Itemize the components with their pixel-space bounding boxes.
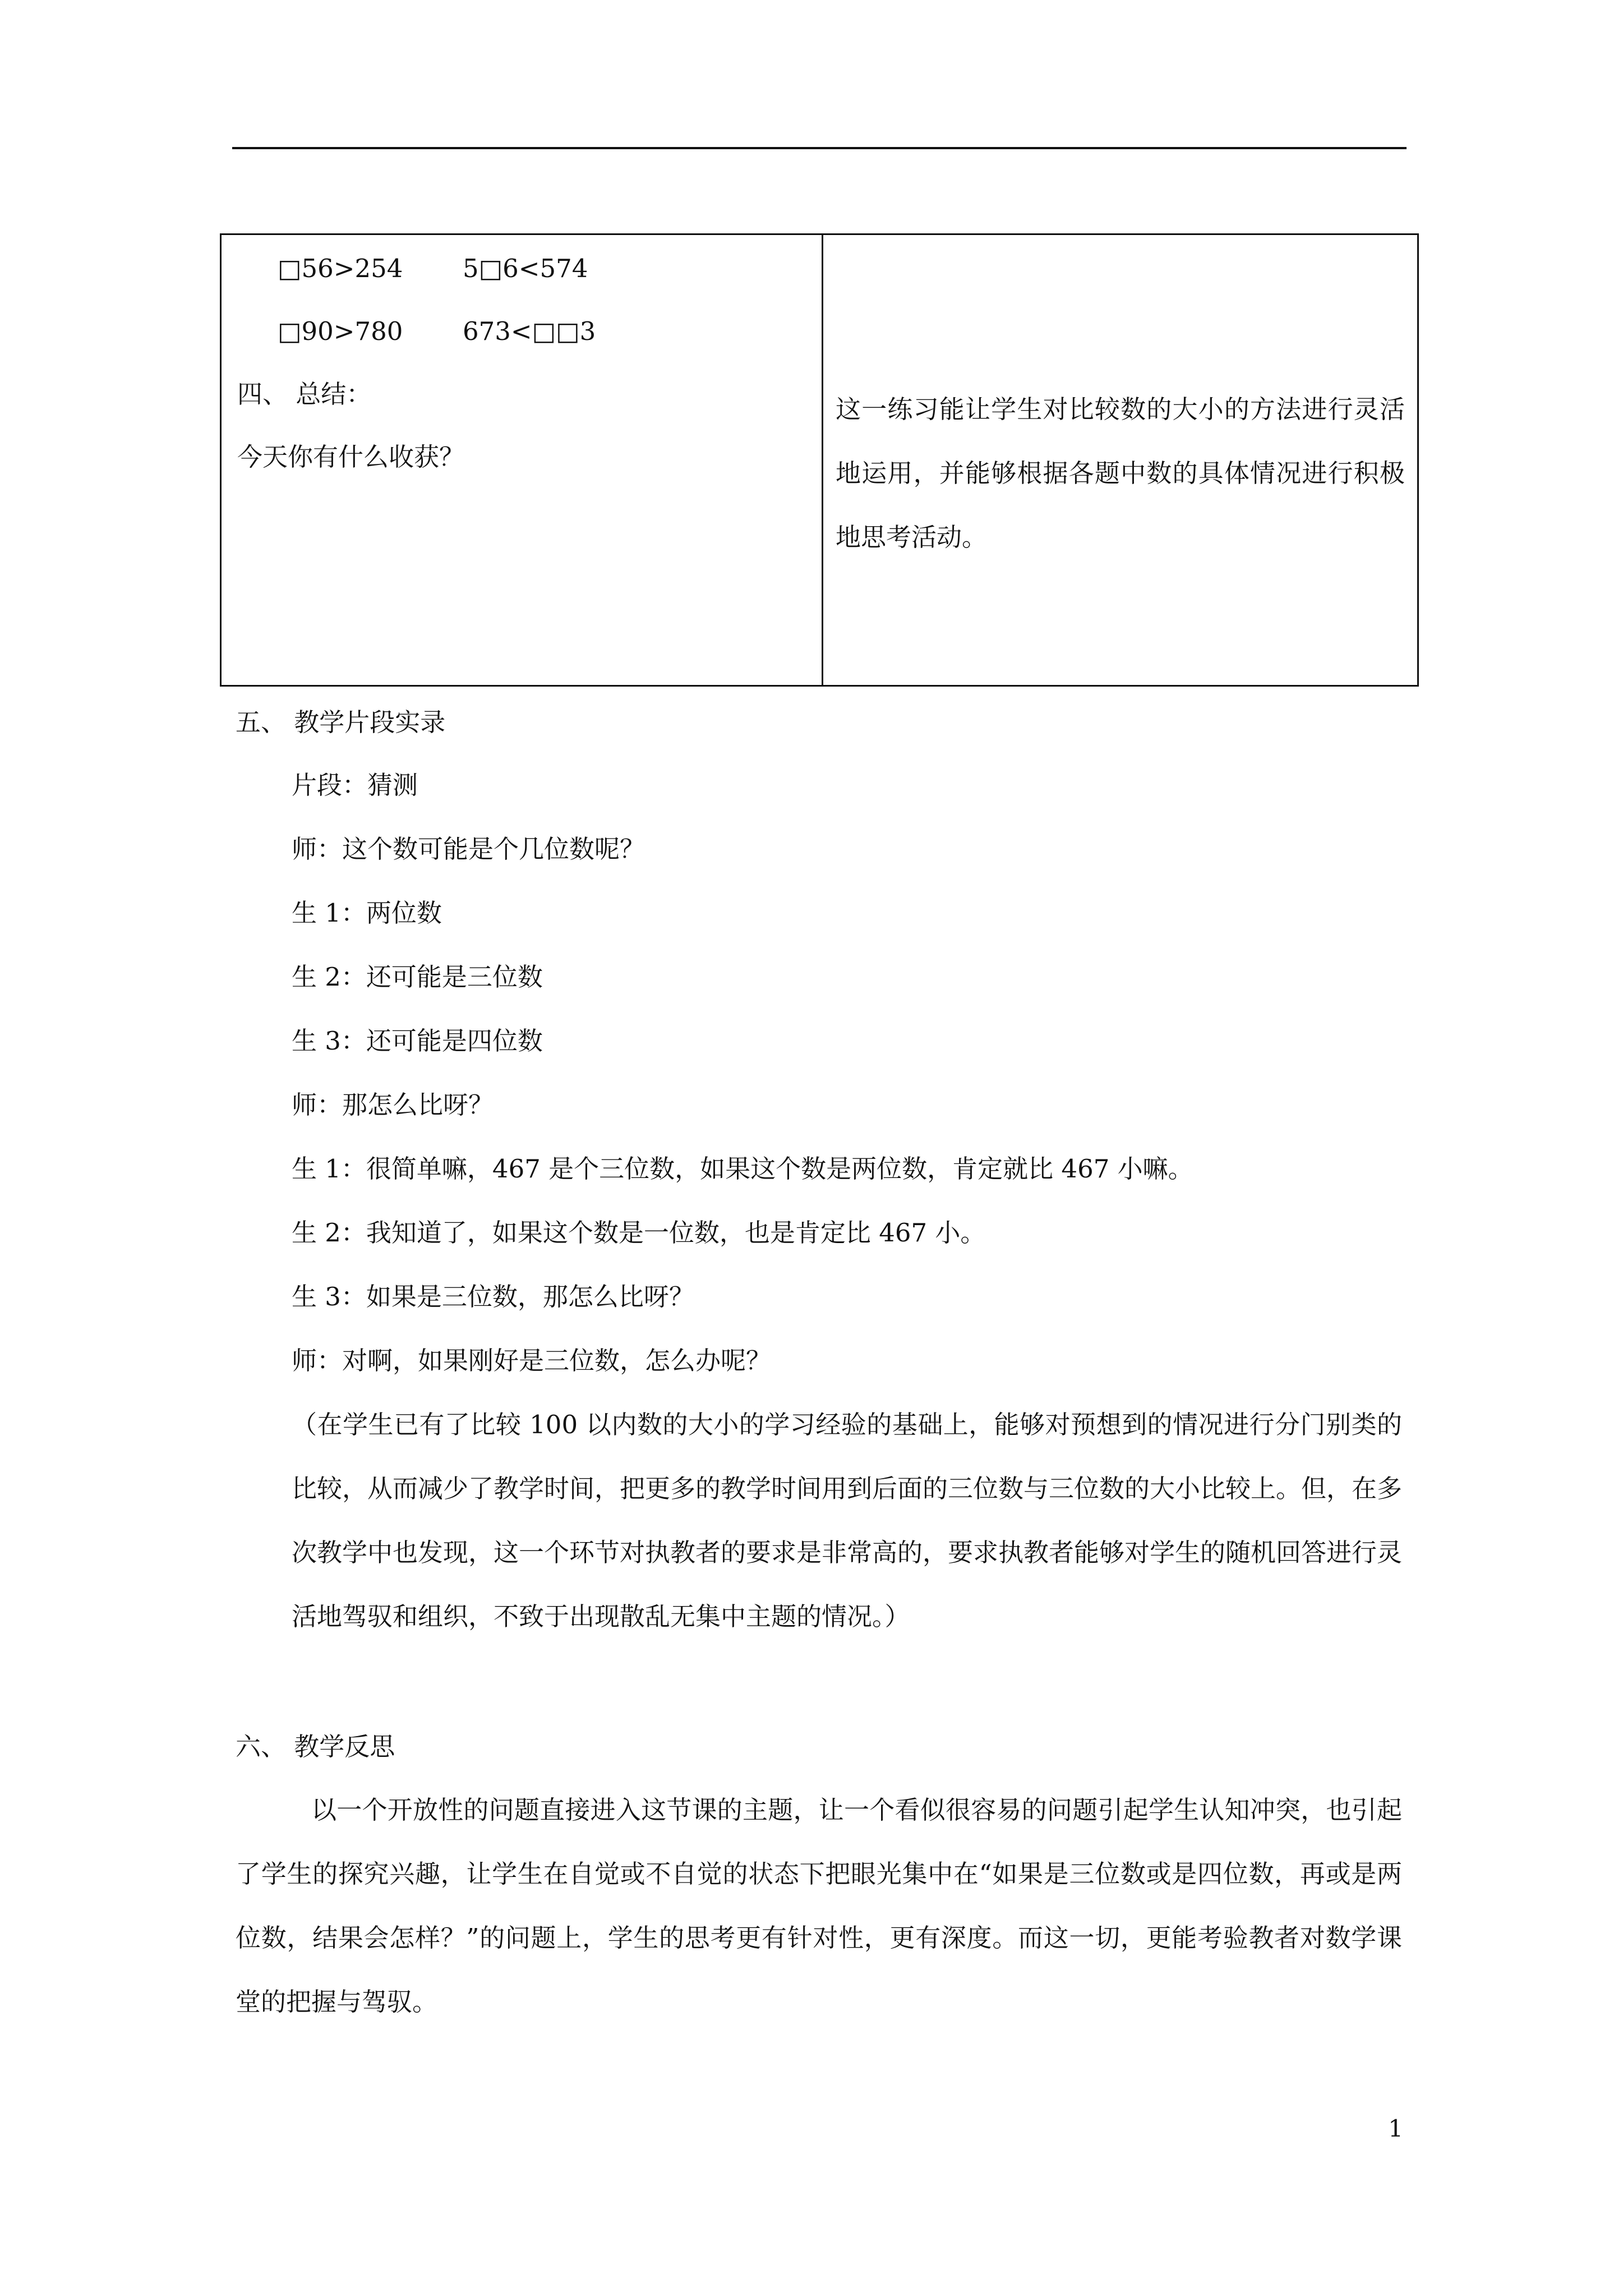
dialog-line: 生 1：很简单嘛，467 是个三位数，如果这个数是两位数，肯定就比 467 小嘛。 xyxy=(292,1154,1193,1184)
exercise-1b: 5□6<574 xyxy=(463,254,588,283)
teaching-note: 这一练习能让学生对比较数的大小的方法进行灵活地运用，并能够根据各题中数的具体情况进行积极地思考活动。 xyxy=(836,394,1405,552)
exercise-2b: 673<□□3 xyxy=(463,316,596,346)
section6-paragraph: 以一个开放性的问题直接进入这节课的主题，让一个看似很容易的问题引起学生认知冲突，也引起了学生的探究兴趣，让学生在自觉或不自觉的状态下把眼光集中在“如果是三位数或是四位数，再或是两位数，结果会怎样？”的问题上，学生的思考更有针对性，更有深度。而这一切，更能考验教者对数学课堂的把握与驾驭。 xyxy=(236,1795,1402,2017)
table-column-divider xyxy=(822,235,823,685)
dialog-line: 师：那怎么比呀？ xyxy=(292,1090,494,1120)
section5-heading: 五、 教学片段实录 xyxy=(236,707,446,737)
exercise-2a: □90>780 xyxy=(278,316,403,346)
dialog-line: 生 2：还可能是三位数 xyxy=(292,962,543,992)
dialog-line: 师：这个数可能是个几位数呢？ xyxy=(292,834,645,864)
dialog-line: 生 1：两位数 xyxy=(292,898,442,928)
dialog-line: 生 3：还可能是四位数 xyxy=(292,1026,543,1056)
dialog-line: 师：对啊，如果刚好是三位数，怎么办呢？ xyxy=(292,1346,772,1375)
section6-heading: 六、 教学反思 xyxy=(236,1732,395,1761)
lesson-table xyxy=(220,233,1419,687)
section5-note: （在学生已有了比较 100 以内数的大小的学习经验的基础上，能够对预想到的情况进行分门别类的比较，从而减少了教学时间，把更多的教学时间用到后面的三位数与三位数的大小比较上。但，在多次教学中也发现，这一个环节对执教者的要求是非常高的，要求执教者能够对学生的随机回答进行灵活地驾驭和组织，不致于出现散乱无集中主题的情况。） xyxy=(292,1410,1403,1631)
summary-heading: 四、 总结： xyxy=(237,379,372,409)
dialog-line: 生 3：如果是三位数，那怎么比呀？ xyxy=(292,1282,694,1312)
page-number: 1 xyxy=(1388,2115,1403,2142)
summary-question: 今天你有什么收获？ xyxy=(237,442,465,472)
header-rule xyxy=(232,147,1407,149)
exercise-1a: □56>254 xyxy=(278,254,403,283)
dialog-line: 片段：猜测 xyxy=(292,770,418,800)
dialog-line: 生 2：我知道了，如果这个数是一位数，也是肯定比 467 小。 xyxy=(292,1218,986,1248)
